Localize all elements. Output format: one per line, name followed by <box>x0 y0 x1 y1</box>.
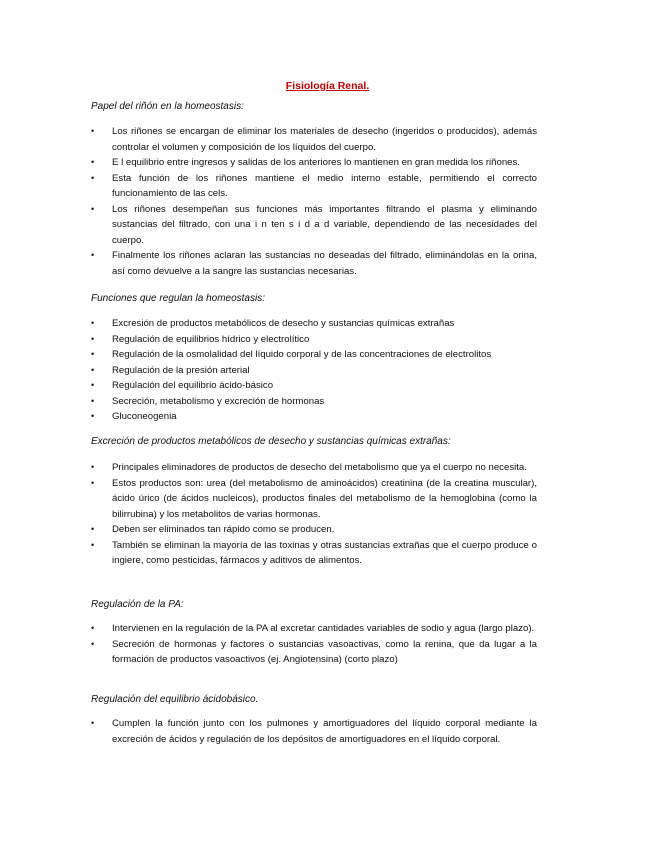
section-heading-waste-excretion: Excreción de productos metabólicos de desecho y sustancias químicas extrañas: <box>91 436 451 447</box>
page-title: Fisiología Renal. <box>285 80 370 92</box>
list-item: • Esta función de los riñones mantiene el medio interno estable, permitiendo el correcto funcionamiento de las cels. <box>91 172 537 199</box>
section-heading-pa-regulation: Regulación de la PA: <box>91 599 184 610</box>
list-item: • Principales eliminadores de productos de desecho del metabolismo que ya el cuerpo no necesita. <box>91 460 537 476</box>
bullet-icon: • <box>91 411 95 421</box>
section-heading-homeostasis-role: Papel del riñón en la homeostasis: <box>91 101 244 112</box>
section-list-homeostasis-role <box>91 124 537 279</box>
section-list-waste-excretion <box>91 460 537 569</box>
bullet-icon: • <box>91 477 95 488</box>
bullet-icon: • <box>91 333 95 344</box>
bullet-icon: • <box>91 364 95 375</box>
section-list-pa-regulation <box>91 621 537 668</box>
list-item: • Regulación de la osmolalidad del líquido corporal y de las concentraciones de electrolitos <box>91 347 537 363</box>
bullet-icon: • <box>91 462 95 472</box>
bullet-icon: • <box>91 203 95 214</box>
list-item: • Cumplen la función junto con los pulmones y amortiguadores del líquido corporal mediante la excreción de ácidos y regulación de los depósitos de amortiguadores en el líquido corporal. <box>91 718 537 745</box>
bullet-icon: • <box>91 126 95 136</box>
bullet-icon: • <box>91 380 95 390</box>
bullet-icon: • <box>91 157 95 167</box>
bullet-icon: • <box>91 524 95 534</box>
list-item: • Gluconeogenia <box>91 409 537 425</box>
bullet-icon: • <box>91 539 95 550</box>
list-item: • Secreción, metabolismo y excreción de hormonas <box>91 394 537 410</box>
list-item: • Regulación de equilibrios hídrico y electrolítico <box>91 332 537 348</box>
bullet-icon: • <box>91 250 95 260</box>
section-heading-acid-base: Regulación del equilibrio ácidobásico. <box>91 694 259 705</box>
list-item: • Regulación del equilibrio ácido-básico <box>91 378 537 394</box>
list-item: • Los riñones se encargan de eliminar los materiales de desecho (ingeridos o producidos), además controlar el volumen y composición de los líquidos del cuerpo. <box>91 126 537 153</box>
bullet-icon: • <box>91 638 95 649</box>
bullet-icon: • <box>91 718 95 728</box>
bullet-icon: • <box>91 318 95 328</box>
list-item: • Secreción de hormonas y factores o sustancias vasoactivas, como la renina, que da lugar a la formación de productos vasoactivos (ej. Angiotensina) (corto plazo) <box>91 638 537 665</box>
section-list-regulating-functions <box>91 316 537 425</box>
list-item: • Regulación de la presión arterial <box>91 363 537 379</box>
bullet-icon: • <box>91 172 95 183</box>
section-list-acid-base <box>91 716 537 747</box>
list-item: • Excresión de productos metabólicos de desecho y sustancias químicas extrañas <box>91 316 537 332</box>
bullet-icon: • <box>91 349 95 359</box>
bullet-icon: • <box>91 395 95 406</box>
section-heading-regulating-functions: Funciones que regulan la homeostasis: <box>91 293 265 304</box>
list-item: • También se eliminan la mayoría de las toxinas y otras sustancias extrañas que el cuerpo produce o ingiere, como pesticidas, fármacos y aditivos de alimentos. <box>91 539 537 566</box>
list-item: • Finalmente los riñones aclaran las sustancias no deseadas del filtrado, eliminándolas en la orina, así como devuelve a la sangre las sustancias necesarias. <box>91 250 537 277</box>
list-item: • Estos productos son: urea (del metabolismo de aminoácidos) creatinina (de la creatina muscular), ácido úrico (de ácidos nucleicos), productos finales del metabolismo de la hemoglobina (como la bilirrubina) y los metabolitos de varias hormonas. <box>91 477 537 520</box>
list-item: • Intervienen en la regulación de la PA al excretar cantidades variables de sodio y agua (largo plazo). <box>91 621 537 637</box>
list-item: • Deben ser eliminados tan rápido como se producen. <box>91 522 537 538</box>
list-item: • E l equilibrio entre ingresos y salidas de los anteriores lo mantienen en gran medida los riñones. <box>91 155 537 171</box>
bullet-icon: • <box>91 623 95 633</box>
list-item: • Los riñones desempeñan sus funciones más importantes filtrando el plasma y eliminando sustancias del filtrado, con una i n ten s i d a d variable, dependiendo de las necesidades del cuerpo. <box>91 203 537 246</box>
